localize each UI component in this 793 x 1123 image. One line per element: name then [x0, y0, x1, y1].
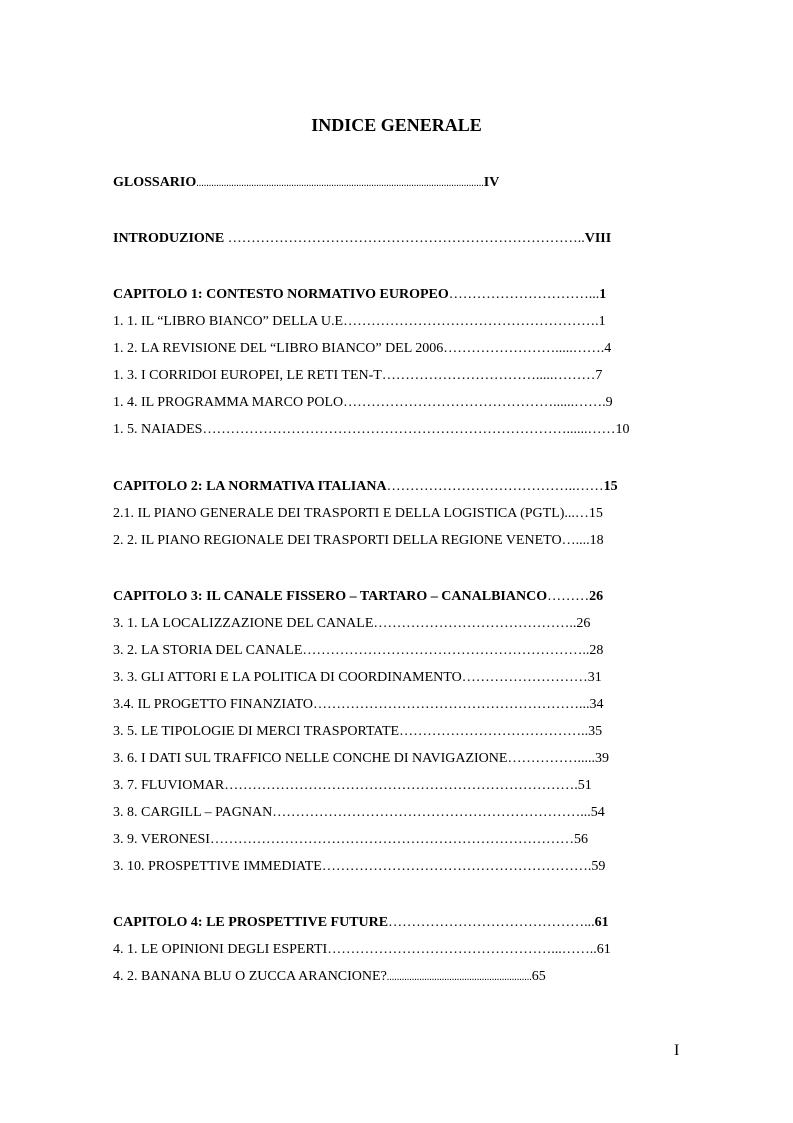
toc-leader-dots: ……………………………………………….	[343, 314, 599, 329]
toc-section-entry	[113, 803, 605, 823]
toc-entry-page: 10	[615, 422, 630, 437]
toc-leader-dots: ...…	[564, 506, 589, 521]
toc-leader-dots: …………………………………………………………...	[272, 805, 591, 820]
toc-entry-page: 59	[591, 859, 606, 874]
page-number: I	[674, 1042, 680, 1059]
toc-entry-label: 3. 3. GLI ATTORI E LA POLITICA DI COORDINAMENTO	[113, 670, 462, 685]
toc-entry-label: 3. 9. VERONESI	[113, 832, 210, 847]
toc-entry-page: 15	[603, 479, 618, 494]
toc-section-entry	[113, 668, 602, 688]
toc-entry-page: 39	[594, 751, 609, 766]
toc-leader-dots: …………………………………………………………………..	[227, 231, 585, 246]
toc-leader-dots: …………………………….....………	[381, 368, 596, 383]
toc-leader-dots: …………….....	[507, 751, 595, 766]
toc-section-entry	[113, 531, 604, 551]
toc-entry-page: 31	[587, 670, 602, 685]
toc-entry-label: 3. 2. LA STORIA DEL CANALE	[113, 643, 303, 658]
toc-entry-label: GLOSSARIO	[113, 175, 197, 190]
toc-leader-dots: …………………………………………...……..	[327, 942, 597, 957]
toc-leader-dots: …………………………………………………...	[313, 697, 590, 712]
toc-leader-dots: ………………………………………………………………….	[224, 778, 578, 793]
toc-entry-label: 1. 2. LA REVISIONE DEL “LIBRO BIANCO” DEL 2006	[113, 341, 444, 356]
toc-entry-label: CAPITOLO 1: CONTESTO NORMATIVO EUROPEO	[113, 287, 449, 302]
toc-entry-page: 18	[589, 533, 604, 548]
toc-section-entry	[113, 614, 590, 634]
toc-section-entry	[113, 312, 606, 332]
toc-entry-label: 3. 5. LE TIPOLOGIE DI MERCI TRASPORTATE	[113, 724, 400, 739]
toc-entry-page: 56	[573, 832, 588, 847]
toc-leader-dots: ………………………………………………….	[321, 859, 592, 874]
toc-entry-page: VIII	[584, 231, 612, 246]
toc-entry-page: 4	[604, 341, 612, 356]
toc-leader-dots: ………	[547, 589, 590, 604]
toc-leader-dots: ……………………………………...	[388, 915, 595, 930]
toc-entry-label: 1. 3. I CORRIDOI EUROPEI, LE RETI TEN-T	[113, 368, 382, 383]
toc-entry-page: 15	[588, 506, 603, 521]
toc-entry-label: 3. 10. PROSPETTIVE IMMEDIATE	[113, 859, 322, 874]
toc-section-entry	[113, 641, 603, 661]
toc-section-entry	[113, 967, 546, 987]
toc-entry-page: 7	[595, 368, 603, 383]
toc-leader-dots: …....	[561, 533, 590, 548]
toc-leader-dots: ……………………………………..	[373, 616, 577, 631]
toc-section-entry	[113, 695, 604, 715]
toc-entry-label: 2.1. IL PIANO GENERALE DEI TRASPORTI E DELLA LOGISTICA (PGTL)	[113, 506, 565, 521]
toc-entry-label: CAPITOLO 2: LA NORMATIVA ITALIANA	[113, 479, 387, 494]
toc-leader-dots: ………………………	[461, 670, 588, 685]
toc-entry-label: CAPITOLO 3: IL CANALE FISSERO – TARTARO – CANALBIANCO	[113, 589, 548, 604]
toc-entry-page: 1	[598, 314, 606, 329]
toc-section-entry	[113, 857, 605, 877]
toc-chapter-entry	[113, 229, 611, 249]
page-title: INDICE GENERALE	[311, 115, 482, 135]
toc-entry-page: IV	[483, 175, 500, 190]
toc-section-entry	[113, 393, 613, 413]
toc-leader-dots: …………………………………..	[399, 724, 589, 739]
toc-entry-page: 61	[594, 915, 609, 930]
toc-chapter-entry	[113, 587, 603, 607]
toc-section-entry	[113, 749, 609, 769]
toc-entry-label: 3. 7. FLUVIOMAR	[113, 778, 225, 793]
toc-leader-dots: …………………….....…….	[443, 341, 605, 356]
toc-chapter-entry	[113, 913, 609, 933]
toc-entry-page: 9	[605, 395, 613, 410]
toc-entry-label: CAPITOLO 4: LE PROSPETTIVE FUTURE	[113, 915, 389, 930]
toc-entry-page: 1	[599, 287, 607, 302]
toc-entry-label: 3.4. IL PROGETTO FINANZIATO	[113, 697, 314, 712]
toc-section-entry	[113, 830, 588, 850]
toc-entry-label: 1. 1. IL “LIBRO BIANCO” DELLA U.E	[113, 314, 344, 329]
toc-entry-label: 3. 6. I DATI SUL TRAFFICO NELLE CONCHE DI NAVIGAZIONE	[113, 751, 508, 766]
toc-entry-page: 35	[588, 724, 603, 739]
toc-section-entry	[113, 504, 603, 524]
toc-entry-page: 34	[589, 697, 604, 712]
toc-section-entry	[113, 366, 602, 386]
toc-entry-page: 51	[577, 778, 592, 793]
toc-entry-page: 28	[589, 643, 604, 658]
toc-chapter-entry	[113, 173, 499, 193]
toc-entry-page: 26	[589, 589, 604, 604]
toc-leader-dots: …………………………...	[448, 287, 600, 302]
toc-leader-dots: ..........................................................	[386, 972, 532, 983]
toc-section-entry	[113, 420, 629, 440]
toc-leader-dots: …………………………………..……	[386, 479, 604, 494]
toc-section-entry	[113, 940, 611, 960]
toc-entry-label: 4. 1. LE OPINIONI DEGLI ESPERTI	[113, 942, 328, 957]
toc-leader-dots: ...................................................................................................................	[196, 178, 484, 189]
toc-entry-page: 26	[576, 616, 591, 631]
toc-section-entry	[113, 776, 592, 796]
toc-entry-label: 1. 4. IL PROGRAMMA MARCO POLO	[113, 395, 344, 410]
toc-section-entry	[113, 339, 611, 359]
toc-entry-label: 3. 1. LA LOCALIZZAZIONE DEL CANALE	[113, 616, 374, 631]
toc-chapter-entry	[113, 477, 618, 497]
toc-entry-page: 54	[590, 805, 605, 820]
toc-entry-page: 61	[596, 942, 611, 957]
toc-leader-dots: ………………………………………......…….	[343, 395, 606, 410]
toc-section-entry	[113, 722, 602, 742]
toc-entry-label: 1. 5. NAIADES	[113, 422, 203, 437]
toc-entry-label: 3. 8. CARGILL – PAGNAN	[113, 805, 273, 820]
toc-leader-dots: ……………………………………………………………………	[209, 832, 574, 847]
toc-entry-label: INTRODUZIONE	[113, 231, 228, 246]
toc-leader-dots: ……………………………………………………..	[302, 643, 590, 658]
toc-entry-label: 4. 2. BANANA BLU O ZUCCA ARANCIONE?	[113, 969, 387, 984]
toc-entry-label: 2. 2. IL PIANO REGIONALE DEI TRASPORTI DELLA REGIONE VENETO	[113, 533, 562, 548]
toc-chapter-entry	[113, 285, 606, 305]
toc-leader-dots: ……………………………………………………………………......……	[202, 422, 616, 437]
toc-entry-page: 65	[531, 969, 546, 984]
